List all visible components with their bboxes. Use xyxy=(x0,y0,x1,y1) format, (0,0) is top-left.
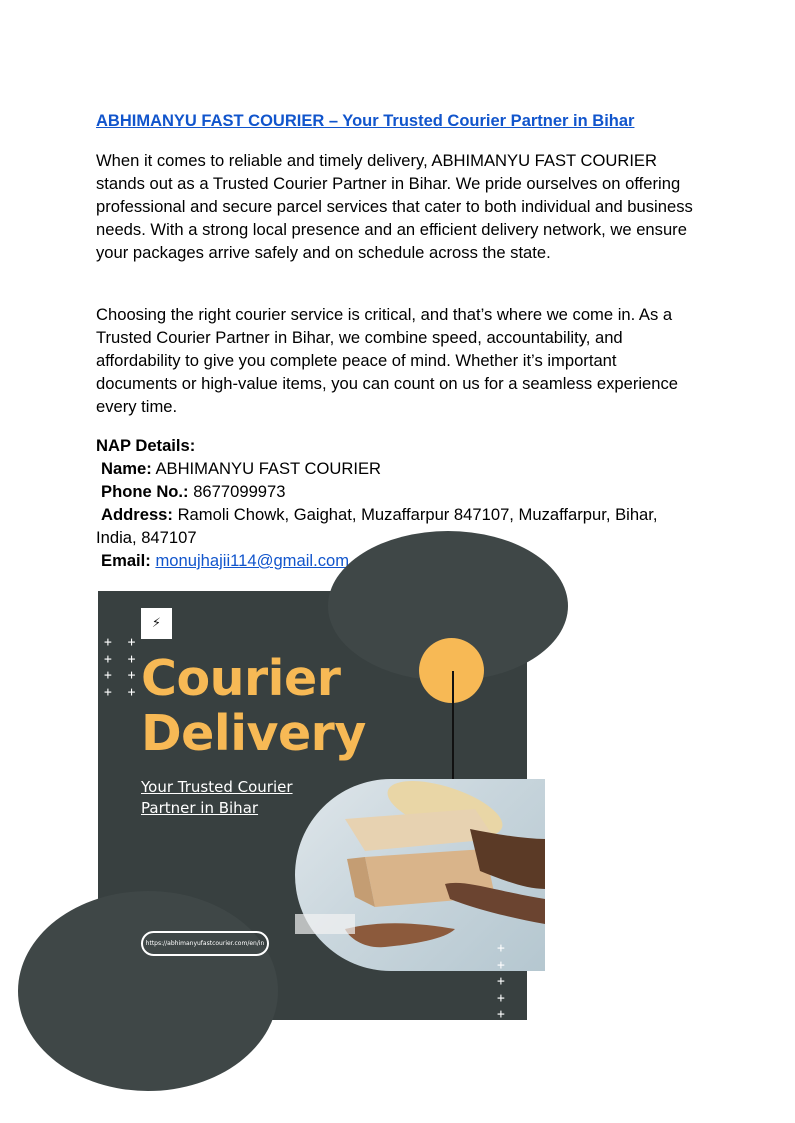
banner-headline-line2: Delivery xyxy=(141,705,366,762)
intro-paragraph: When it comes to reliable and timely delivery, ABHIMANYU FAST COURIER stands out as a Trusted Courier Partner in Bihar. We pride ourselves on offering professional and secure parcel services that cater to both individual and business needs. With a strong local presence and an efficient delivery network, we ensure your packages arrive safely and on schedule across the state. xyxy=(96,151,693,262)
phone-value: 8677099973 xyxy=(193,482,286,501)
sun-line xyxy=(452,671,454,779)
banner-tagline: Your Trusted Courier Partner in Bihar xyxy=(141,778,293,817)
plus-pattern-icon: + + + + + + + + xyxy=(497,941,509,1072)
website-url-pill: https://abhimanyufastcourier.com/en/in xyxy=(141,931,269,956)
address-value: Ramoli Chowk, Gaighat, Muzaffarpur 847107, Muzaffarpur, Bihar, India, 847107 xyxy=(96,505,658,547)
page-title-link[interactable]: ABHIMANYU FAST COURIER – Your Trusted Courier Partner in Bihar xyxy=(96,112,635,130)
name-label: Name: xyxy=(101,459,152,478)
promo-banner-image xyxy=(98,591,527,1072)
nap-title: NAP Details: xyxy=(96,436,196,455)
banner-headline-line1: Courier xyxy=(141,650,341,707)
bg-shape xyxy=(18,891,278,1091)
address-label: Address: xyxy=(101,505,173,524)
email-link[interactable]: monujhajii114@gmail.com xyxy=(155,551,350,570)
logo-icon: ⚡ xyxy=(141,608,172,639)
email-label: Email: xyxy=(101,551,151,570)
plus-pattern-icon: + + + + + + + + xyxy=(104,635,140,700)
phone-label: Phone No.: xyxy=(101,482,189,501)
second-paragraph: Choosing the right courier service is critical, and that’s where we come in. As a Trusted Courier Partner in Bihar, we combine speed, accountability, and affordability to give you complete peace of mind. Whether it’s important documents or high-value items, you can count on us for a seamless experience every time. xyxy=(96,305,679,416)
name-value: ABHIMANYU FAST COURIER xyxy=(155,459,382,478)
